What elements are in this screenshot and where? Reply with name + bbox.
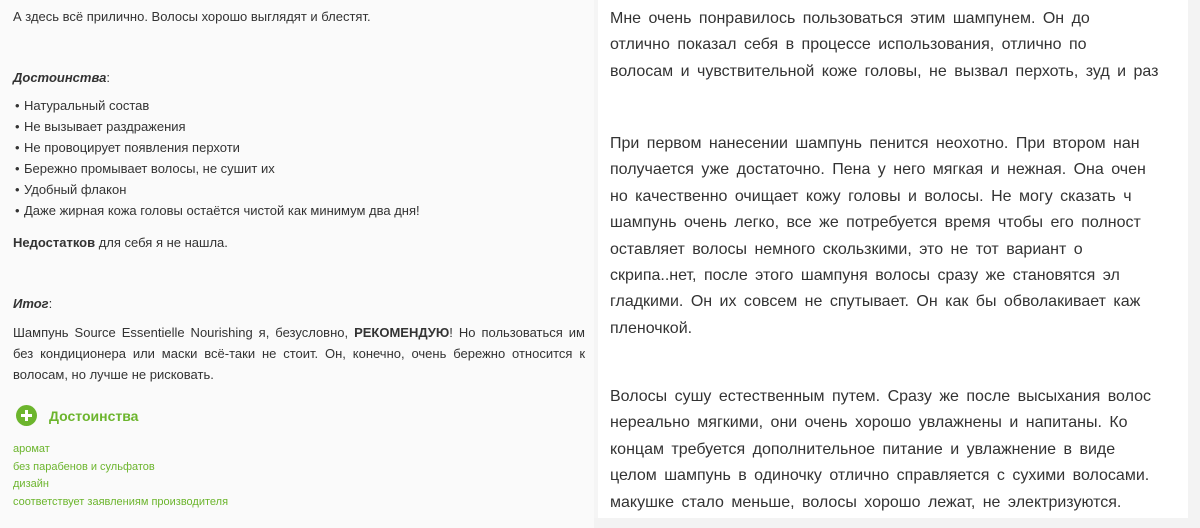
advantage-tag[interactable]: соответствует заявлениям производителя xyxy=(13,495,229,508)
summary-heading xyxy=(13,293,52,314)
plus-circle-icon xyxy=(16,405,37,426)
text-line: скрипа..нет, после этого шампуня волосы сразу же становятся эл xyxy=(610,267,1120,285)
verdict-part-c: ! Но пользоваться им без кондиционера или маски всё-таки не стоит. Он, конечно, очень бережно относится к волосам, но лучше не рисковать. xyxy=(13,325,585,382)
advantages-header xyxy=(13,405,138,426)
list-item: • Бережно промывает волосы, не сушит их xyxy=(13,158,420,179)
text-line: целом шампунь в одиночку отлично справляется с сухими волосами. xyxy=(610,467,1150,485)
text-line: отлично показал себя в процессе использования, отлично по xyxy=(610,36,1087,54)
cons-bold: Недостатков xyxy=(13,235,96,250)
list-item: • Даже жирная кожа головы остаётся чистой как минимум два дня! xyxy=(13,200,420,221)
cons-rest: для себя я не нашла. xyxy=(95,235,228,250)
text-line: макушке стало меньше, волосы хорошо лежат, не электризуются. xyxy=(610,493,1122,511)
bottom-edge-strip xyxy=(594,518,1200,528)
text-line: оставляет волосы немного скользкими, это не тот вариант о xyxy=(610,240,1083,258)
pros-heading xyxy=(13,67,110,88)
paragraph-lather xyxy=(610,131,1188,342)
verdict-part-a: Шампунь Source Essentielle Nourishing я, безусловно, xyxy=(13,325,355,340)
review-right-pane xyxy=(598,0,1188,518)
text-line: но качественно очищает кожу головы и волосы. Не могу сказать ч xyxy=(610,187,1132,205)
verdict-text xyxy=(13,322,585,385)
advantages-title: Достоинства xyxy=(49,407,139,424)
pros-heading-colon: : xyxy=(106,70,111,85)
pros-heading-label: Достоинства xyxy=(13,70,107,85)
pros-list xyxy=(13,95,420,221)
text-line: концам требуется дополнительное питание и увлажнение в виде xyxy=(610,440,1116,458)
advantage-tag[interactable]: аромат xyxy=(13,443,50,455)
list-item: • Не провоцирует появления перхоти xyxy=(13,137,420,158)
text-line: получается уже достаточно. Пена у него мягкая и нежная. Она очен xyxy=(610,161,1146,179)
advantage-tags xyxy=(13,441,228,511)
list-item: • Не вызывает раздражения xyxy=(13,116,420,137)
intro-text: А здесь всё прилично. Волосы хорошо выглядят и блестят. xyxy=(13,9,371,24)
verdict-recommend: РЕКОМЕНДУЮ xyxy=(354,325,450,340)
advantage-tag[interactable]: дизайн xyxy=(13,478,49,490)
paragraph-experience xyxy=(610,6,1188,85)
review-left-pane xyxy=(0,0,594,528)
text-line: волосам и чувствительной коже головы, не вызвал перхоть, зуд и раз xyxy=(610,62,1159,80)
right-edge-strip xyxy=(1188,0,1200,528)
text-line: пленочкой. xyxy=(610,319,693,337)
text-line: шампунь очень легко, все же потребуется время чтобы его полност xyxy=(610,214,1141,232)
summary-heading-label: Итог xyxy=(13,296,49,311)
advantage-tag[interactable]: без парабенов и сульфатов xyxy=(13,460,155,473)
cons-text xyxy=(13,232,228,253)
text-line: гладкими. Он их совсем не спутывает. Он как бы обволакивает каж xyxy=(610,293,1141,311)
paragraph-drying xyxy=(610,384,1188,516)
text-line: Волосы сушу естественным путем. Сразу же после высыхания волос xyxy=(610,388,1152,405)
list-item: • Удобный флакон xyxy=(13,179,420,200)
list-item: • Натуральный состав xyxy=(13,95,420,116)
text-line: Мне очень понравилось пользоваться этим шампунем. Он до xyxy=(610,10,1090,27)
text-line: нереально мягкими, они очень хорошо увлажнены и напитаны. Ко xyxy=(610,414,1128,432)
summary-heading-colon: : xyxy=(48,296,53,311)
text-line: При первом нанесении шампунь пенится неохотно. При втором нан xyxy=(610,135,1140,152)
